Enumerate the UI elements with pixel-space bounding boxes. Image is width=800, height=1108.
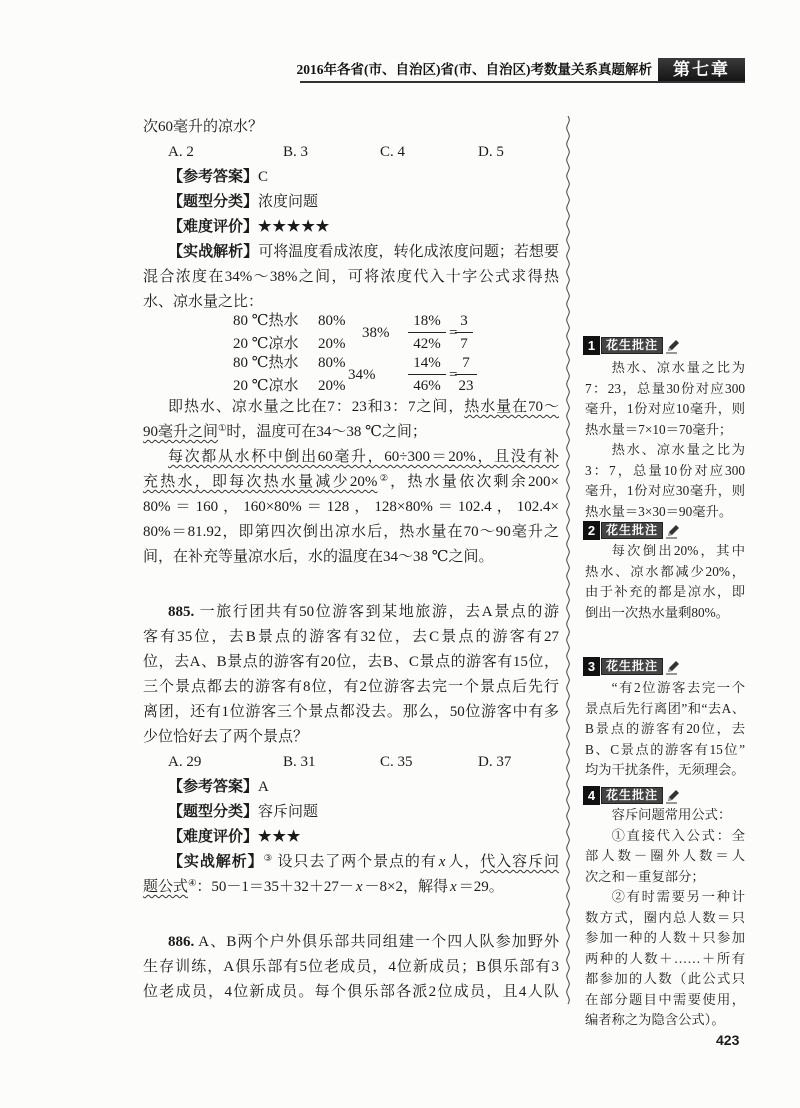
footnote-marker: ① <box>218 423 227 434</box>
cross-mix-value: 38% <box>362 324 390 341</box>
fraction-denominator: 7 <box>460 336 468 352</box>
emphasis-text: 代入容斥问 <box>480 854 559 870</box>
bold-label: 【实战解析】 <box>168 244 259 260</box>
cross-row-name: 20 ℃凉水 <box>233 336 299 352</box>
option-d: D. 5 <box>478 144 504 160</box>
text-line: 位，去A、B景点的游客有20位，去B、C景点的游客有15位， <box>143 654 559 670</box>
text-line: 两种的人数＋……＋所有 <box>585 950 745 966</box>
page-number: 423 <box>716 1032 740 1048</box>
emphasis-text: 题公式 <box>143 879 189 895</box>
note-4-body <box>585 805 745 1031</box>
math-variable: x <box>355 879 363 895</box>
option-c: C. 4 <box>380 144 406 160</box>
text-line: 离团，还有1位游客三个景点都没去。那么，50位游客中有多 <box>143 704 559 720</box>
cross-row-pct: 80% <box>318 355 346 371</box>
note-label: 花生批注 <box>601 658 663 675</box>
q884-analysis-paragraph-2 <box>143 395 559 445</box>
header-rule <box>300 81 745 83</box>
text-segment: A、B两个户外俱乐部共同组建一个四人队参加野外 <box>194 934 559 950</box>
answer-value: A <box>258 779 269 795</box>
pencil-icon <box>665 523 681 539</box>
text-line: 倒出一次热水量剩80%。 <box>585 604 730 620</box>
pencil-icon <box>665 659 681 675</box>
text-line <box>143 850 559 875</box>
text-line: 水、凉水量之比： <box>143 294 264 310</box>
answer-label: 【参考答案】 <box>168 779 259 795</box>
text-line: 编者称之为隐含公式）。 <box>585 1012 725 1027</box>
fraction-numerator: 3 <box>455 310 473 333</box>
pencil-icon <box>665 338 681 354</box>
note-paragraph <box>585 887 745 1031</box>
emphasis-text: 90毫升之间 <box>143 424 219 440</box>
text-line: 容斥问题常用公式： <box>611 807 732 822</box>
option-a: A. 29 <box>168 754 202 770</box>
ratio-fraction <box>455 352 477 398</box>
footnote-marker: ② <box>377 473 391 484</box>
bold-label: 886. <box>168 934 195 950</box>
text-line: 热水、凉水都减少20%， <box>585 563 745 579</box>
cross-mix-value: 34% <box>348 366 376 383</box>
note-4-header <box>583 786 683 806</box>
note-label: 花生批注 <box>601 337 663 354</box>
text-segment: 可将温度看成浓度，转化成浓度问题；若想要 <box>258 244 559 260</box>
text-line: 位老成员，4位新成员。每个俱乐部各派2位成员，且4人队 <box>143 984 559 1000</box>
text-segment: －8×2，解得 <box>364 879 449 895</box>
text-line: 毫升，1份对应30毫升，则 <box>585 483 745 498</box>
note-paragraph <box>585 358 745 440</box>
text-line <box>143 875 559 900</box>
type-label: 【题型分类】 <box>168 194 259 210</box>
difficulty-stars: ★★★ <box>258 829 302 845</box>
text-line: 次之和－重复部分； <box>585 868 705 884</box>
text-line: 80%＝160，160×80%＝128，128×80%＝102.4，102.4× <box>143 499 559 515</box>
q885-type-row <box>168 800 318 825</box>
ratio-fraction <box>455 310 473 356</box>
text-line <box>143 420 559 445</box>
text-line <box>143 600 559 625</box>
pencil-icon <box>665 788 681 804</box>
q885-options <box>143 750 559 775</box>
text-line: “有2位游客去完一个 <box>611 680 745 695</box>
text-segment: ＝29。 <box>458 879 504 895</box>
text-line: 热水、凉水量之比为 <box>611 360 745 375</box>
q884-analysis-paragraph-1 <box>143 240 559 315</box>
difference-fraction <box>408 310 446 356</box>
option-b: B. 31 <box>283 754 316 770</box>
q884-answer-row <box>168 165 268 190</box>
text-segment: 设只去了两个景点的有 <box>272 854 437 870</box>
type-label: 【题型分类】 <box>168 804 259 820</box>
difference-fraction <box>408 352 446 398</box>
column-divider <box>562 116 574 1006</box>
fraction-numerator: 14% <box>408 352 446 375</box>
text-line: 在部分题目中需要使用， <box>585 991 745 1007</box>
text-line: 混合浓度在34%～38%之间，可将浓度代入十字公式求得热 <box>143 269 559 285</box>
note-2-header <box>583 521 683 541</box>
text-line: 80%＝81.92，即第四次倒出凉水后，热水量在70～90毫升之 <box>143 524 559 540</box>
text-line: 毫升，1份对应10毫升，则 <box>585 401 745 416</box>
bold-label: 【实战解析】 <box>168 854 264 870</box>
column-divider-line <box>567 116 570 1004</box>
footnote-marker: ③ <box>263 853 273 864</box>
text-line: 均为干扰条件，无须理会。 <box>585 762 745 777</box>
q884-options <box>143 140 559 165</box>
difficulty-stars: ★★★★★ <box>258 219 331 235</box>
emphasis-text: 热水量在70～ <box>464 399 559 415</box>
type-value: 容斥问题 <box>258 804 319 820</box>
difficulty-label: 【难度评价】 <box>168 829 259 845</box>
text-segment: 人， <box>447 854 481 870</box>
q884-difficulty-row <box>168 215 330 240</box>
cross-row-pct: 80% <box>318 313 346 329</box>
text-line: 次60毫升的凉水？ <box>143 119 264 135</box>
emphasis-text: 每次都从水杯中倒出60毫升，60÷300＝20%，且没有补 <box>168 449 559 465</box>
bold-label: 885. <box>168 604 195 620</box>
fraction-numerator: 18% <box>408 310 446 333</box>
text-line <box>143 445 559 470</box>
q885-analysis <box>143 850 559 900</box>
text-segment: 即热水、凉水量之比在7：23和3：7之间， <box>168 399 465 415</box>
q885-stem <box>143 600 559 750</box>
note-paragraph <box>585 805 745 826</box>
text-line: 参加一种的人数＋只参加 <box>585 930 745 945</box>
text-line: ①直接代入公式：全 <box>611 827 745 843</box>
q886-stem <box>143 930 559 1005</box>
answer-value: C <box>258 169 269 185</box>
q884-analysis-paragraph-3 <box>143 445 559 570</box>
footnote-marker: ④ <box>188 878 197 889</box>
difficulty-label: 【难度评价】 <box>168 219 259 235</box>
cross-row-name: 80 ℃热水 <box>233 313 299 329</box>
cross-row-name: 20 ℃凉水 <box>233 378 299 394</box>
text-line: B、C景点的游客有15位” <box>585 741 745 757</box>
text-line <box>143 930 559 955</box>
text-line: 客有35位，去B景点的游客有32位，去C景点的游客有27 <box>143 629 559 645</box>
text-line: ②有时需要另一种计 <box>611 889 745 904</box>
text-segment: ，热水量依次剩余200× <box>390 474 559 490</box>
text-line <box>143 395 559 420</box>
text-segment: 一旅行团共有50位游客到某地旅游，去A景点的游 <box>194 604 559 620</box>
text-line: 景点后先行离团”和“去A、 <box>585 700 745 716</box>
option-b: B. 3 <box>283 144 309 160</box>
cross-row-name: 80 ℃热水 <box>233 355 299 371</box>
type-value: 浓度问题 <box>258 194 319 210</box>
text-line: B景点的游客有20位，去 <box>585 721 745 736</box>
text-line: 热水、凉水量之比为 <box>611 442 745 457</box>
text-line: 7：23，总量30份对应300 <box>585 380 745 396</box>
text-line: 3：7，总量10份对应300 <box>585 462 745 478</box>
note-1-header <box>583 336 683 356</box>
option-d: D. 37 <box>478 754 512 770</box>
note-paragraph <box>585 440 745 522</box>
note-3-body <box>585 678 745 781</box>
emphasis-text: 充热水，即每次热水量减少20% <box>143 474 378 490</box>
text-line: 热水量＝3×30＝90毫升。 <box>585 503 733 519</box>
text-line: 间，在补充等量凉水后，水的温度在34～38 ℃之间。 <box>143 549 494 565</box>
cross-row-pct: 20% <box>318 378 346 394</box>
note-3-header <box>583 657 683 677</box>
math-variable: x <box>450 879 457 895</box>
note-number-badge: 1 <box>583 336 600 355</box>
text-line <box>143 470 559 495</box>
q885-difficulty-row <box>168 825 301 850</box>
text-line: 热水量＝7×10＝70毫升； <box>585 421 733 437</box>
running-header-title: 2016年各省(市、自治区)省(市、自治区)考数量关系真题解析 <box>296 62 652 77</box>
note-2-body <box>585 541 745 623</box>
cross-formula-1 <box>143 310 559 356</box>
note-number-badge: 2 <box>583 521 600 540</box>
note-paragraph <box>585 826 745 888</box>
fraction-numerator: 7 <box>455 352 477 375</box>
option-c: C. 35 <box>380 754 413 770</box>
note-label: 花生批注 <box>601 787 663 804</box>
q884-type-row <box>168 190 318 215</box>
cross-formula-2 <box>143 352 559 398</box>
equals-sign: = <box>449 366 458 383</box>
note-label: 花生批注 <box>601 522 663 539</box>
answer-label: 【参考答案】 <box>168 169 259 185</box>
math-variable: x <box>438 854 446 870</box>
note-paragraph <box>585 541 745 623</box>
note-1-body <box>585 358 745 522</box>
text-line: 少位恰好去了两个景点？ <box>143 729 309 745</box>
text-line: 都参加的人数（此公式只 <box>585 971 745 986</box>
cross-row-pct: 20% <box>318 336 346 352</box>
text-line <box>143 240 559 265</box>
text-segment: ：50－1＝35＋32＋27－ <box>196 879 354 895</box>
fraction-denominator: 42% <box>413 336 441 352</box>
note-number-badge: 3 <box>583 657 600 676</box>
note-number-badge: 4 <box>583 786 600 805</box>
text-line: 数方式，圈内总人数＝只 <box>585 909 745 925</box>
equals-sign: = <box>449 324 458 341</box>
fraction-denominator: 46% <box>413 378 441 394</box>
text-line: 由于补充的都是凉水，即 <box>585 584 745 599</box>
option-a: A. 2 <box>168 144 194 160</box>
note-paragraph <box>585 678 745 781</box>
q885-answer-row <box>168 775 269 800</box>
text-line: 生存训练，A俱乐部有5位老成员，4位新成员；B俱乐部有3 <box>143 959 559 975</box>
text-segment: 时，温度可在34～38 ℃之间； <box>226 424 427 440</box>
text-line: 每次倒出20%，其中 <box>611 543 745 558</box>
q884-stem-tail <box>143 115 559 140</box>
chapter-badge: 第七章 <box>658 58 745 81</box>
text-line: 部人数－圈外人数＝人 <box>585 848 745 863</box>
text-line: 三个景点都去的游客有8位，有2位游客去完一个景点后先行 <box>143 679 559 695</box>
fraction-denominator: 23 <box>458 378 474 394</box>
